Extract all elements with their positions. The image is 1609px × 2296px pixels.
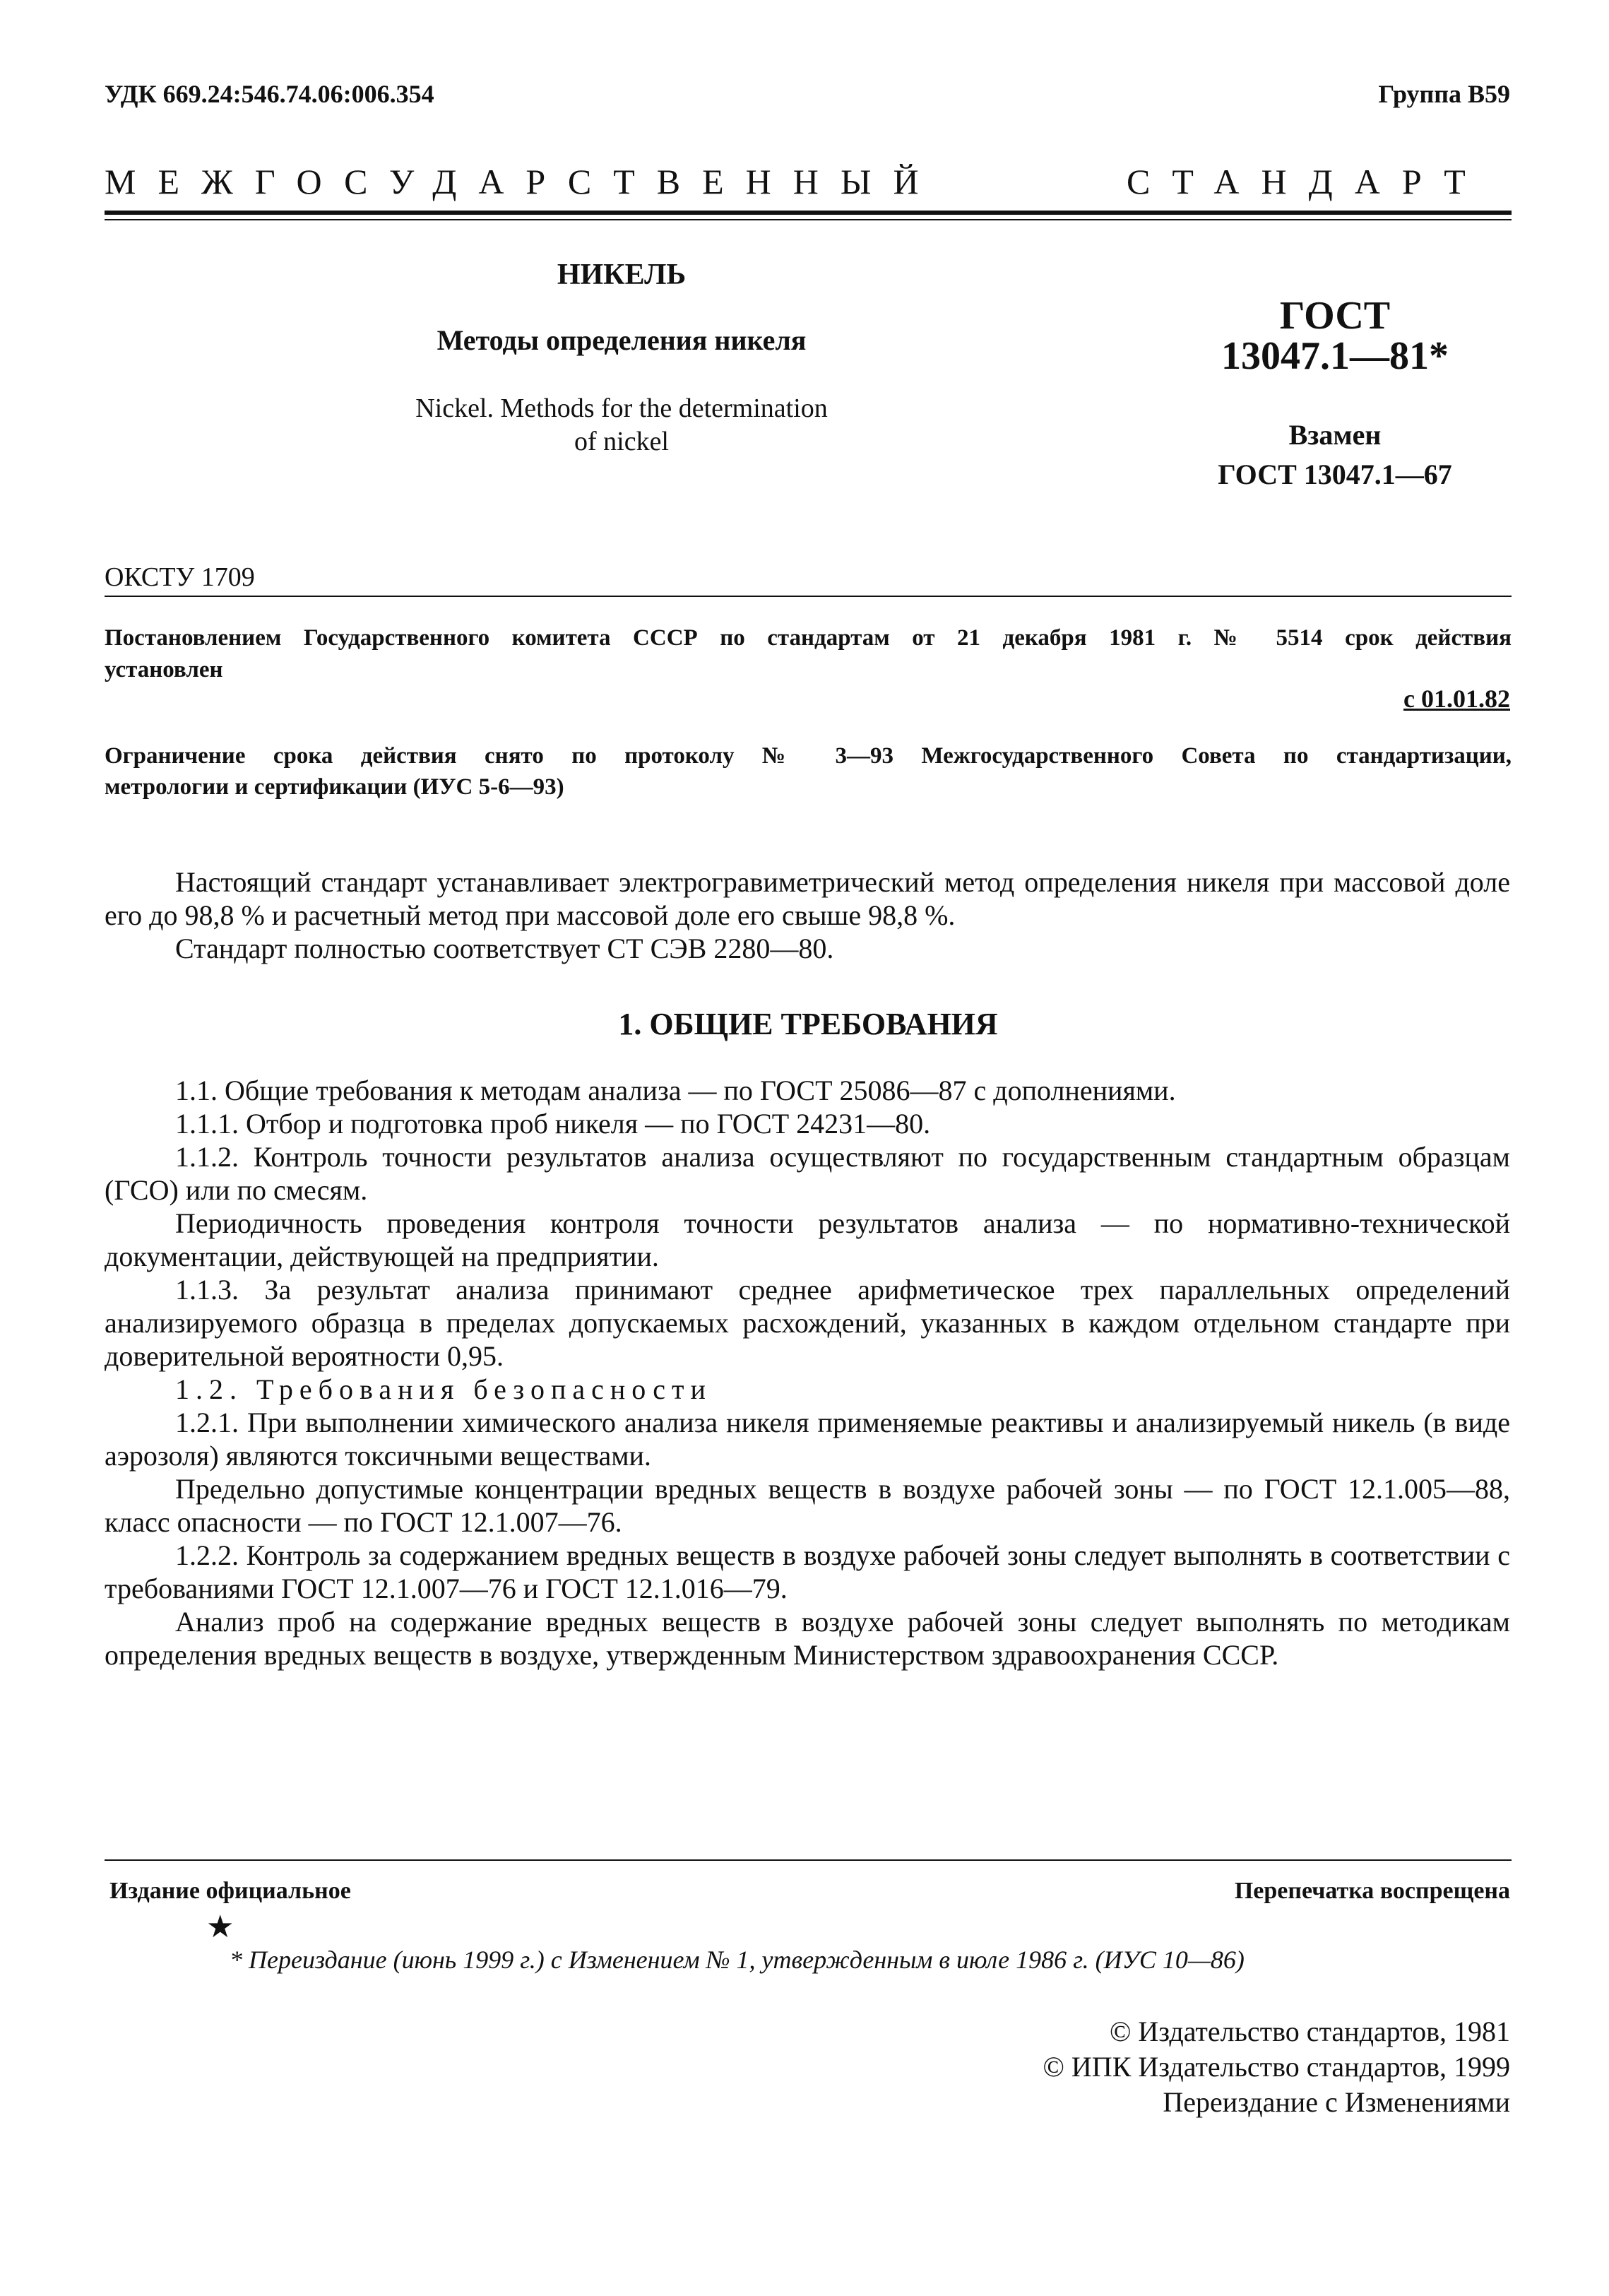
gost-number: 13047.1—81* [1221,334,1449,378]
okstu-code: ОКСТУ 1709 [105,562,255,592]
clause-1-2-1: 1.2.1. При выполнении химического анализа никеля применяемые реактивы и анализируемый никель (в виде аэрозоля) являются токсичными веществами. [105,1407,1510,1472]
periodicity-paragraph: Периодичность проведения контроля точности результатов анализа — по нормативно-технической документации, действующей на предприятии. [105,1207,1510,1272]
limitation-line1: Ограничение срока действия снято по протоколу № 3—93 Межгосударственного Совета по стандартизации, [105,743,1512,769]
replaces-value: ГОСТ 13047.1—67 [1218,458,1452,490]
english-title-line2: of nickel [574,427,669,456]
reissue-note: * Переиздание (июнь 1999 г.) с Изменением № 1, утвержденным в июле 1986 г. (ИУС 10—86) [230,1946,1245,1974]
copyright-1999: © ИПК Издательство стандартов, 1999 [1043,2051,1510,2083]
group-code: Группа В59 [1378,80,1510,108]
clause-1-1: 1.1. Общие требования к методам анализа — по ГОСТ 25086—87 с дополнениями. [175,1075,1176,1106]
intro-compliance: Стандарт полностью соответствует СТ СЭВ 2280—80. [175,933,834,964]
doc-subtitle: Методы определения никеля [437,324,807,356]
analysis-paragraph: Анализ проб на содержание вредных веществ в воздухе рабочей зоны следует выполнять по методикам определения вредных веществ в воздухе, утвержденным Министерством здравоохранения СССР. [105,1606,1510,1671]
effective-date: с 01.01.82 [1403,685,1510,713]
footer-rule [105,1859,1512,1861]
doc-title: НИКЕЛЬ [557,259,687,291]
udk-code: УДК 669.24:546.74.06:006.354 [105,80,434,108]
no-reprint-notice: Перепечатка воспрещена [1234,1878,1510,1904]
section-1-heading: 1. ОБЩИЕ ТРЕБОВАНИЯ [618,1007,998,1041]
decree-line1: Постановлением Государственного комитета СССР по стандартам от 21 декабря 1981 г. № 5514 срок действия [105,625,1512,651]
gost-label: ГОСТ [1279,294,1391,338]
clause-1-1-2: 1.1.2. Контроль точности результатов анализа осуществляют по государственным стандартным образцам (ГСО) или по смесям. [105,1141,1510,1206]
decree-line2: установлен [105,657,223,682]
limits-paragraph: Предельно допустимые концентрации вредных веществ в воздухе рабочей зоны — по ГОСТ 12.1.005—88, класс опасности — по ГОСТ 12.1.007—76. [105,1473,1510,1538]
clause-1-2-heading: 1.2. Требования безопасности [175,1373,712,1405]
header-rule-thin [105,219,1512,220]
reissue-with-changes: Переиздание с Изменениями [1163,2086,1510,2118]
clause-1-2-2: 1.2.2. Контроль за содержанием вредных веществ в воздухе рабочей зоны следует выполнять в соответствии с требованиями ГОСТ 12.1.007—76 и ГОСТ 12.1.016—79. [105,1539,1510,1604]
limitation-line2: метрологии и сертификации (ИУС 5-6—93) [105,774,564,800]
standard-word-standard: СТАНДАРТ [1127,162,1488,201]
intro-paragraph: Настоящий стандарт устанавливает электрогравиметрический метод определения никеля при массовой доле его до 98,8 % и расчетный метод при массовой доле его свыше 98,8 %. [105,866,1510,931]
header-rule-thick [105,211,1512,215]
replaces-label: Взамен [1288,419,1382,451]
standard-word-interstate: МЕЖГОСУДАРСТВЕННЫЙ [105,162,941,201]
star-icon: ★ [206,1910,234,1944]
copyright-1981: © Издательство стандартов, 1981 [1109,2016,1510,2047]
meta-rule [105,596,1512,597]
official-edition: Издание официальное [109,1878,351,1904]
english-title-line1: Nickel. Methods for the determination [415,393,828,423]
clause-1-1-1: 1.1.1. Отбор и подготовка проб никеля — по ГОСТ 24231—80. [175,1108,931,1140]
clause-1-1-3: 1.1.3. За результат анализа принимают среднее арифметическое трех параллельных определений анализируемого образца в пределах допускаемых расхождений, указанных в каждом отдельном стандарте при доверительной вероятности 0,95. [105,1274,1510,1372]
